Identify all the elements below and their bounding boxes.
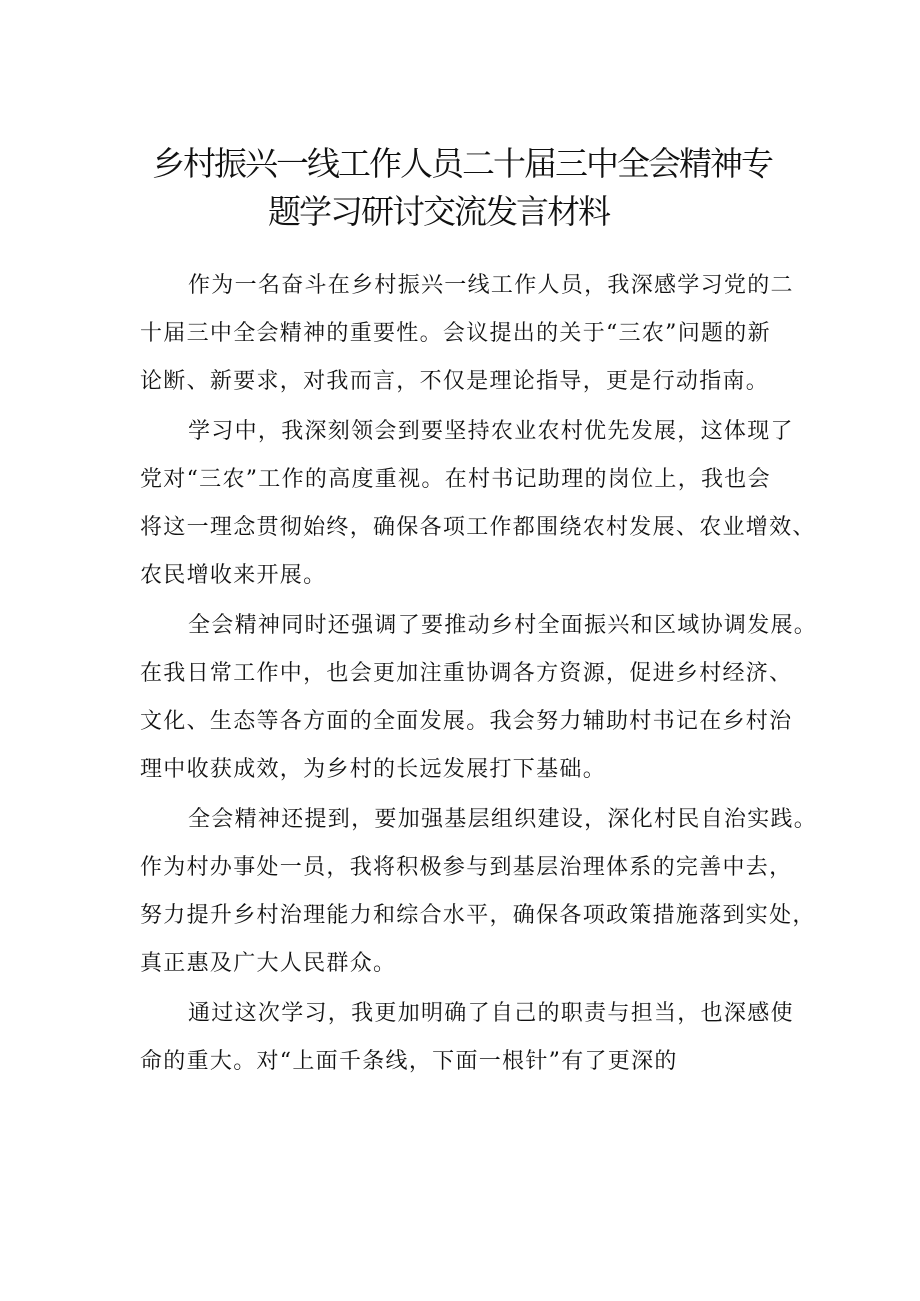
paragraph-line: 真正惠及广大人民群众。	[140, 951, 397, 976]
paragraph-line: 论断、新要求，对我而言，不仅是理论指导，更是行动指南。	[140, 369, 770, 394]
paragraph-line: 作为一名奋斗在乡村振兴一线工作人员，我深感学习党的二	[188, 273, 794, 298]
paragraph	[140, 990, 810, 1086]
title-line-1: 乡村振兴一线工作人员二十届三中全会精神专	[152, 144, 772, 183]
paragraph-line: 农民增收来开展。	[140, 563, 327, 588]
paragraph-line: 将这一理念贯彻始终，确保各项工作都围绕农村发展、农业增效、	[140, 515, 816, 540]
paragraph-line: 通过这次学习，我更加明确了自己的职责与担当，也深感使	[188, 1001, 794, 1026]
document-body	[140, 262, 818, 1088]
paragraph-line: 全会精神还提到，要加强基层组织建设，深化村民自治实践。	[188, 807, 818, 832]
paragraph-line: 作为村办事处一员，我将积极参与到基层治理体系的完善中去，	[140, 855, 793, 880]
paragraph-line: 努力提升乡村治理能力和综合水平，确保各项政策措施落到实处，	[140, 903, 816, 928]
paragraph-line: 命的重大。对“上面千条线，下面一根针”有了更深的	[140, 1049, 678, 1074]
paragraph-line: 理中收获成效，为乡村的长远发展打下基础。	[140, 757, 607, 782]
paragraph-line: 十届三中全会精神的重要性。会议提出的关于“三农”问题的新	[140, 321, 771, 346]
paragraph-line: 在我日常工作中，也会更加注重协调各方资源，促进乡村经济、	[140, 661, 793, 686]
paragraph	[140, 408, 816, 600]
paragraph-line: 党对“三农”工作的高度重视。在村书记助理的岗位上，我也会	[140, 467, 771, 492]
document-title	[140, 140, 800, 236]
paragraph-line: 学习中，我深刻领会到要坚持农业农村优先发展，这体现了	[188, 419, 794, 444]
paragraph-line: 文化、生态等各方面的全面发展。我会努力辅助村书记在乡村治	[140, 709, 793, 734]
title-line-2: 题学习研讨交流发言材料	[268, 192, 609, 231]
paragraph	[140, 796, 818, 988]
paragraph	[140, 602, 818, 794]
paragraph-line: 全会精神同时还强调了要推动乡村全面振兴和区域协调发展。	[188, 613, 818, 638]
paragraph	[140, 262, 810, 406]
